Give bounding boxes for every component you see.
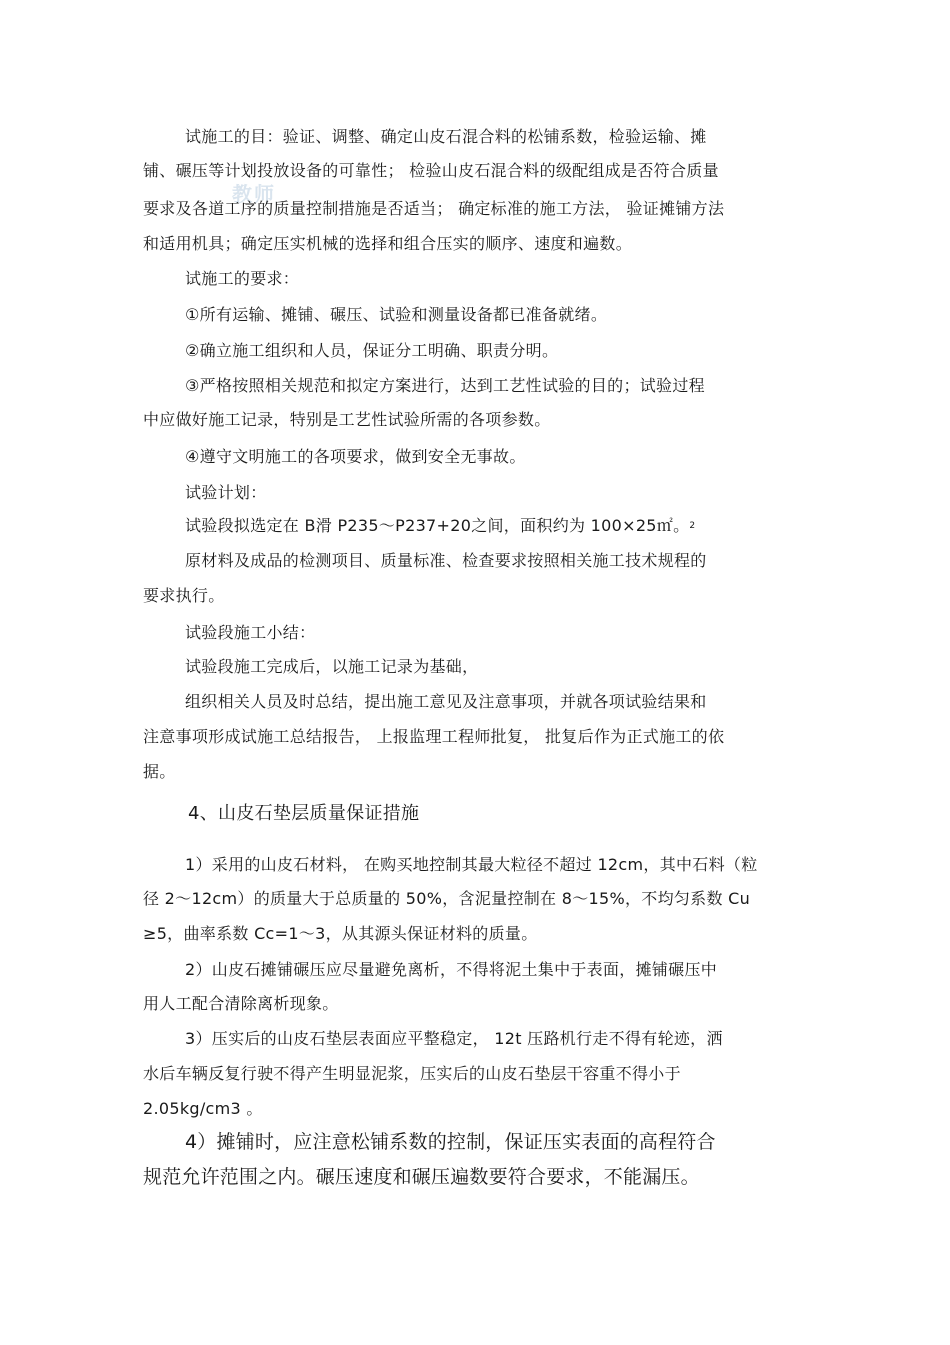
paragraph-line: 试验段施工完成后，以施工记录为基础，	[185, 657, 479, 676]
paragraph-line: 要求执行。	[143, 586, 225, 605]
list-item: ③严格按照相关规范和拟定方案进行，达到工艺性试验的目的；试验过程	[185, 376, 705, 395]
section-label: 试施工的要求：	[185, 269, 300, 288]
paragraph-line: 据。	[143, 762, 176, 781]
section-label: 试验计划：	[185, 483, 267, 502]
section-label: 试验段施工小结：	[185, 623, 316, 642]
watermark: 教师	[232, 182, 276, 206]
paragraph-line: ≥5，曲率系数 Cc=1～3，从其源头保证材料的质量。	[143, 924, 538, 943]
paragraph-line: 铺、碾压等计划投放设备的可靠性； 检验山皮石混合料的级配组成是否符合质量	[143, 161, 719, 180]
paragraph-line: 1）采用的山皮石材料， 在购买地控制其最大粒径不超过 12cm，其中石料（粒	[185, 855, 758, 874]
paragraph-line: 原材料及成品的检测项目、质量标准、检查要求按照相关施工技术规程的	[185, 551, 707, 570]
paragraph-line: 试施工的目：验证、调整、确定山皮石混合料的松铺系数，检验运输、摊	[185, 127, 707, 146]
paragraph-line: 2）山皮石摊铺碾压应尽量避免离析，不得将泥土集中于表面，摊铺碾压中	[185, 960, 718, 979]
plan-text: 试验段拟选定在 B滑 P235～P237+20之间，面积约为 100×25㎡。	[185, 516, 690, 535]
paragraph-line: 径 2～12cm）的质量大于总质量的 50%，含泥量控制在 8～15%，不均匀系数 Cu	[143, 889, 751, 908]
paragraph-line: 水后车辆反复行驶不得产生明显泥浆，压实后的山皮石垫层干容重不得小于	[143, 1064, 681, 1083]
paragraph-line: 中应做好施工记录，特别是工艺性试验所需的各项参数。	[143, 410, 551, 429]
paragraph-line: 组织相关人员及时总结，提出施工意见及注意事项，并就各项试验结果和	[185, 692, 707, 711]
list-item: ①所有运输、摊铺、碾压、试验和测量设备都已准备就绪。	[185, 305, 608, 324]
paragraph-line: 和适用机具；确定压实机械的选择和组合压实的顺序、速度和遍数。	[143, 234, 633, 253]
paragraph-line: 用人工配合清除离析现象。	[143, 994, 339, 1013]
paragraph-line: 2.05kg/cm3 。	[143, 1099, 263, 1118]
paragraph-line: 4）摊铺时，应注意松铺系数的控制，保证压实表面的高程符合	[185, 1131, 716, 1153]
paragraph-line: 要求及各道工序的质量控制措施是否适当； 确定标准的施工方法， 验证摊铺方法	[143, 199, 725, 218]
paragraph-line: 规范允许范围之内。碾压速度和碾压遍数要符合要求，不能漏压。	[143, 1166, 700, 1188]
paragraph-line: 注意事项形成试施工总结报告， 上报监理工程师批复， 批复后作为正式施工的依	[143, 727, 725, 746]
list-item: ④遵守文明施工的各项要求，做到安全无事故。	[185, 447, 526, 466]
list-item: ②确立施工组织和人员，保证分工明确、职责分明。	[185, 341, 559, 360]
section-heading: 4、山皮石垫层质量保证措施	[188, 803, 420, 824]
paragraph-line: 3）压实后的山皮石垫层表面应平整稳定， 12t 压路机行走不得有轮迹，洒	[185, 1029, 723, 1048]
superscript: 2	[689, 521, 696, 531]
paragraph-line	[185, 516, 695, 539]
